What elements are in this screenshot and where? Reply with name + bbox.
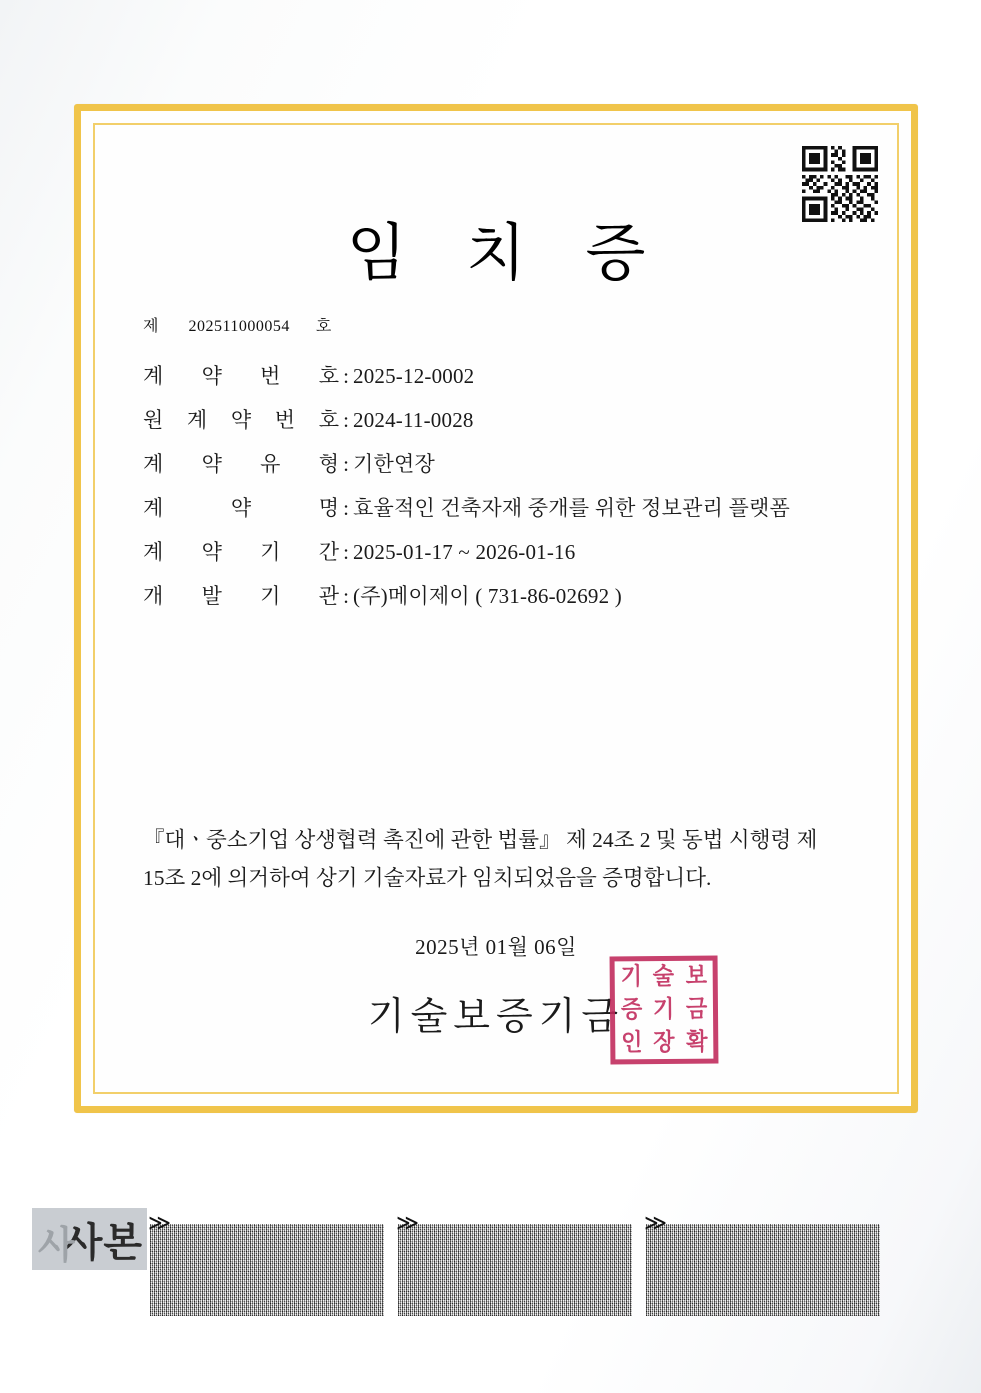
security-noise-band-3 — [644, 1210, 880, 1316]
field-label: 계 약 유 형 — [143, 452, 339, 476]
security-noise-band-1 — [148, 1210, 384, 1316]
field-colon: : — [343, 452, 349, 476]
document-number-suffix: 호 — [315, 318, 332, 335]
field-row-original-contract-number — [143, 398, 871, 442]
field-value-contract-type: 기한연장 — [353, 452, 435, 476]
field-colon: : — [343, 408, 349, 432]
field-row-contract-type — [143, 442, 871, 486]
field-value-contract-number: 2025-12-0002 — [353, 364, 475, 388]
certificate-frame — [74, 104, 918, 1113]
certificate-fields — [143, 313, 871, 618]
field-row-developer — [143, 574, 871, 618]
field-label: 계 약 명 — [143, 496, 339, 520]
field-colon: : — [343, 584, 349, 608]
document-number-label: 제 — [143, 318, 159, 335]
copy-watermark-ghost: 사 — [38, 1225, 76, 1267]
copy-watermark-label: 사본 — [63, 1219, 143, 1265]
field-value-developer: (주)메이제이 ( 731-86-02692 ) — [353, 584, 622, 608]
legal-statement: 『대ㆍ중소기업 상생협력 촉진에 관한 법률』 제 24조 2 및 동법 시행령 제 15조 2에 의거하여 상기 기술자료가 임치되었음을 증명합니다. — [143, 828, 818, 890]
band-marker-icon: ≫ — [644, 1210, 668, 1235]
field-row-contract-period — [143, 530, 871, 574]
field-value-contract-period: 2025-01-17 ~ 2026-01-16 — [353, 540, 576, 564]
field-colon: : — [343, 540, 349, 564]
official-seal: 기 술 보 증 기 금 인 장 확 — [610, 956, 719, 1065]
field-value-original-contract-number: 2024-11-0028 — [353, 408, 474, 432]
document-number-value: 202511000054 — [188, 318, 290, 335]
band-marker-icon: ≫ — [148, 1210, 172, 1235]
issuer-block — [81, 979, 911, 1038]
field-row-contract-name — [143, 486, 871, 530]
copy-watermark — [32, 1208, 147, 1270]
band-marker-icon: ≫ — [396, 1210, 420, 1235]
field-value-contract-name: 효율적인 건축자재 중개를 위한 정보관리 플랫폼 — [353, 496, 790, 520]
issue-date: 2025년 01월 06일 — [415, 935, 577, 959]
security-noise-band-2 — [396, 1210, 632, 1316]
page-title: 임 치 증 — [346, 220, 668, 288]
field-label: 계 약 기 간 — [143, 540, 339, 564]
field-colon: : — [343, 496, 349, 520]
field-colon: : — [343, 364, 349, 388]
issuer-name: 기술보증기금 — [367, 996, 625, 1038]
document-number-row — [143, 313, 871, 336]
security-strip — [0, 1208, 981, 1318]
field-label: 원 계 약 번 호 — [143, 408, 339, 432]
field-label: 개 발 기 관 — [143, 584, 339, 608]
field-row-contract-number — [143, 354, 871, 398]
field-label: 계 약 번 호 — [143, 364, 339, 388]
